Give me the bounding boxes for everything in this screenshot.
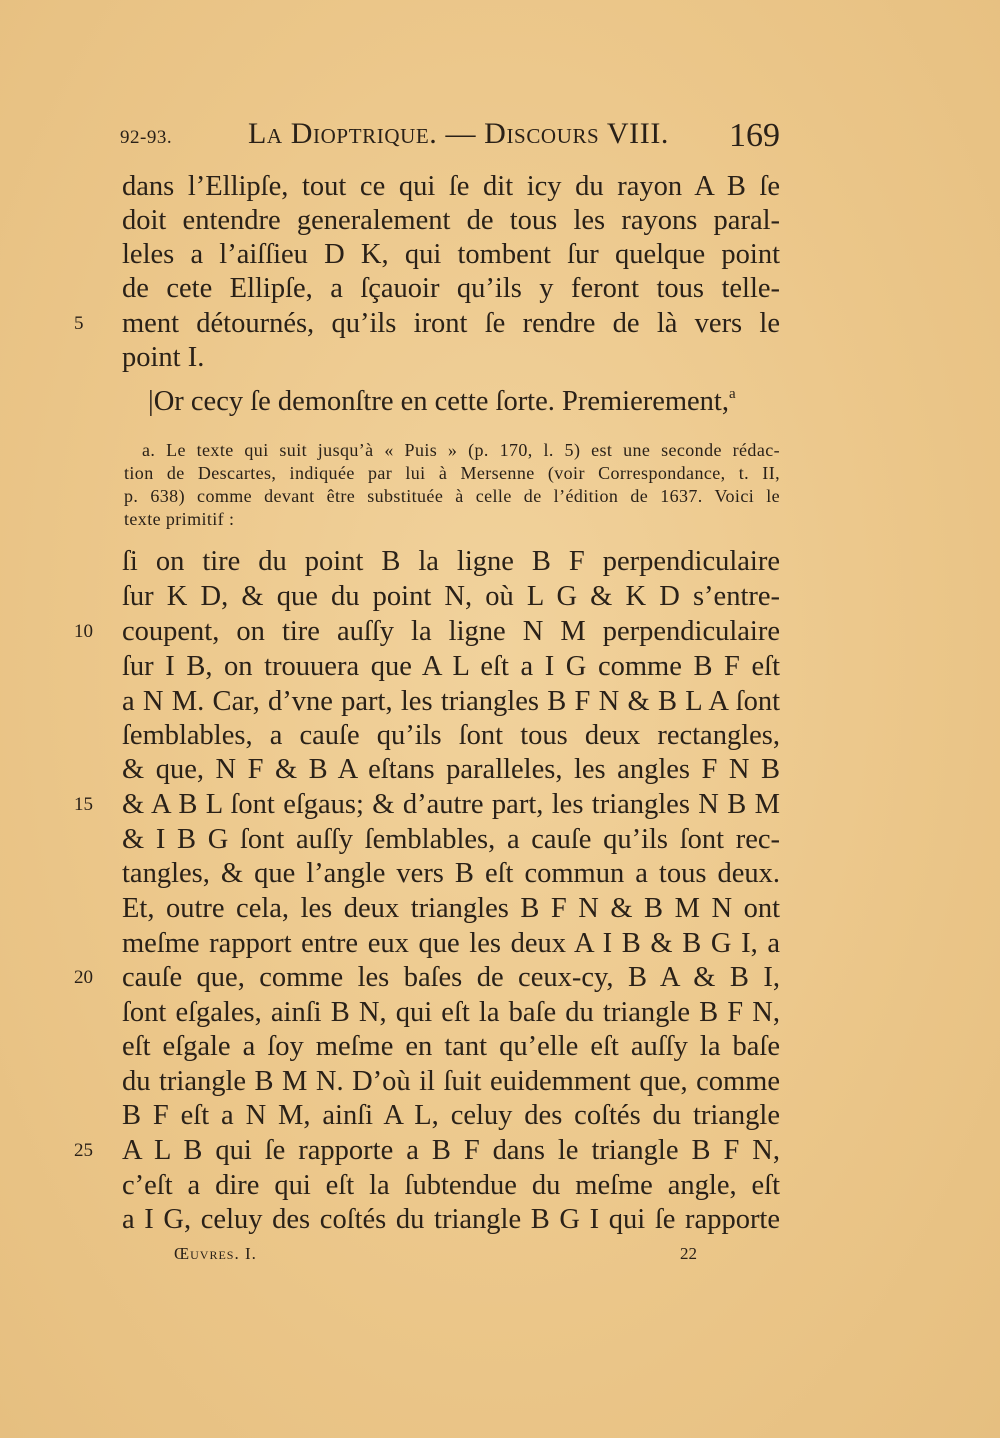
text-line: & que, N F & B A eſtans paralleles, les angles F N B	[122, 754, 780, 785]
footnote-line: p. 638) comme devant être substituée à celle de l’édition de 1637. Voici le	[124, 486, 780, 506]
footnote-line: texte primitif :	[124, 509, 235, 529]
text-line: point I.	[122, 342, 205, 373]
page-footer	[0, 1238, 1000, 1268]
line-number: 20	[74, 967, 93, 988]
text-line: a N M. Car, d’vne part, les triangles B F N & B L A ſont	[122, 686, 780, 717]
text-line: & I B G ſont auſſy ſemblables, a cauſe qu’ils ſont rec-	[122, 824, 780, 855]
indented-text: |Or cecy ſe demonſtre en cette ſorte. Premierement,	[148, 386, 729, 417]
text-line: B F eſt a N M, ainſi A L, celuy des coſtés du triangle	[122, 1100, 780, 1131]
running-title: La Dioptrique. — Discours VIII.	[248, 117, 670, 150]
running-header	[118, 117, 782, 157]
footnote-line: a. Le texte qui suit jusqu’à « Puis » (p. 170, l. 5) est une seconde rédac-	[142, 440, 780, 460]
text-line: dans l’Ellipſe, tout ce qui ſe dit icy du rayon A B ſe	[122, 171, 780, 202]
line-number: 5	[74, 313, 84, 334]
text-line: ſur I B, on trouuera que A L eſt a I G comme B F eſt	[122, 651, 780, 682]
page-range: 92-93.	[120, 127, 173, 148]
text-line: c’eſt a dire qui eſt la ſubtendue du meſme angle, eſt	[122, 1170, 780, 1201]
text-line: meſme rapport entre eux que les deux A I B & B G I, a	[122, 928, 780, 959]
text-line: doit entendre generalement de tous les rayons paral-	[122, 205, 780, 236]
text-line: de cete Ellipſe, a ſçauoir qu’ils y feront tous telle-	[122, 273, 780, 304]
gathering-number: 22	[680, 1244, 697, 1263]
text-line: ſemblables, a cauſe qu’ils ſont tous deux rectangles,	[122, 720, 780, 751]
text-line: A L B qui ſe rapporte a B F dans le triangle B F N,	[122, 1135, 780, 1166]
text-line: & A B L ſont eſgaus; & d’autre part, les triangles N B M	[122, 789, 780, 820]
text-line: eſt eſgale a ſoy meſme en tant qu’elle eſt auſſy la baſe	[122, 1031, 780, 1062]
text-line: a I G, celuy des coſtés du triangle B G I qui ſe rapporte	[122, 1204, 780, 1235]
text-line: ſur K D, & que du point N, où L G & K D s’entre-	[122, 581, 780, 612]
signature-mark: Œuvres. I.	[174, 1244, 257, 1263]
line-number: 15	[74, 794, 93, 815]
text-line: du triangle B M N. D’où il ſuit euidemment que, comme	[122, 1066, 780, 1097]
text-line: tangles, & que l’angle vers B eſt commun a tous deux.	[122, 858, 780, 889]
text-line: coupent, on tire auſſy la ligne N M perpendiculaire	[122, 616, 780, 647]
line-number: 10	[74, 621, 93, 642]
text-line-with-note	[148, 377, 780, 417]
footnote-mark[interactable]: a	[728, 386, 736, 402]
footnote-line: tion de Descartes, indiquée par lui à Mersenne (voir Correspondance, t. II,	[124, 463, 780, 483]
text-line: Et, outre cela, les deux triangles B F N & B M N ont	[122, 893, 780, 924]
text-line: ſont eſgales, ainſi B N, qui eſt la baſe du triangle B F N,	[122, 997, 780, 1028]
page-number: 169	[729, 117, 780, 154]
text-line: ment détournés, qu’ils iront ſe rendre de là vers le	[122, 308, 780, 339]
text-line: cauſe que, comme les baſes de ceux-cy, B A & B I,	[122, 962, 780, 993]
text-line: leles a l’aiſſieu D K, qui tombent ſur quelque point	[122, 239, 780, 270]
line-number: 25	[74, 1140, 93, 1161]
text-line: ſi on tire du point B la ligne B F perpendiculaire	[122, 546, 780, 577]
